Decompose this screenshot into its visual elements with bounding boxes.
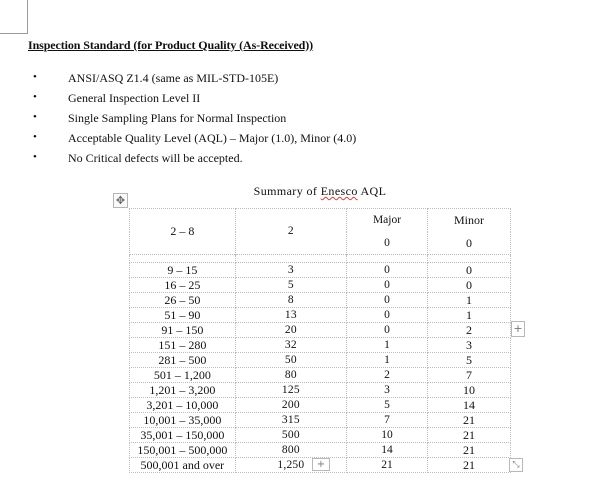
sample-size-cell[interactable]: 1,250: [235, 458, 346, 473]
minor-cell[interactable]: 1: [428, 293, 511, 308]
add-row-button[interactable]: +: [312, 458, 330, 471]
sample-size-cell[interactable]: 5: [235, 278, 346, 293]
major-cell[interactable]: 0: [347, 323, 428, 338]
caption-text-end: AQL: [357, 184, 387, 198]
lot-size-cell[interactable]: 51 – 90: [130, 308, 236, 323]
list-item-text: General Inspection Level II: [68, 91, 201, 105]
major-cell[interactable]: 10: [347, 428, 428, 443]
spacer-cell[interactable]: [235, 255, 346, 263]
header-minor-label[interactable]: Minor: [428, 209, 511, 233]
major-cell[interactable]: 21: [347, 458, 428, 473]
major-cell[interactable]: 0: [347, 263, 428, 278]
aql-table: [129, 208, 511, 473]
major-cell[interactable]: 0: [347, 278, 428, 293]
table-row: [130, 413, 511, 428]
table-row: [130, 368, 511, 383]
table-spacer-row: [130, 255, 511, 263]
table-row: [130, 263, 511, 278]
lot-size-cell[interactable]: 281 – 500: [130, 353, 236, 368]
minor-cell[interactable]: 3: [428, 338, 511, 353]
page-margin-corner: [0, 0, 28, 34]
sample-size-cell[interactable]: 8: [235, 293, 346, 308]
lot-size-cell[interactable]: 16 – 25: [130, 278, 236, 293]
lot-size-cell[interactable]: 150,001 – 500,000: [130, 443, 236, 458]
table-row: [130, 398, 511, 413]
sample-size-cell[interactable]: 315: [235, 413, 346, 428]
major-cell[interactable]: 7: [347, 413, 428, 428]
sample-size-cell[interactable]: 50: [235, 353, 346, 368]
sample-size-cell[interactable]: 13: [235, 308, 346, 323]
minor-cell[interactable]: 14: [428, 398, 511, 413]
major-cell[interactable]: 0: [347, 308, 428, 323]
sample-size-cell[interactable]: 500: [235, 428, 346, 443]
list-item-text: Acceptable Quality Level (AQL) – Major (1.0), Minor (4.0): [68, 131, 357, 145]
sample-size-cell[interactable]: 800: [235, 443, 346, 458]
margin-line-horizontal: [0, 33, 28, 34]
spacer-cell[interactable]: [130, 255, 236, 263]
caption-spellcheck-word[interactable]: Enesco: [320, 184, 358, 198]
table-resize-handle-icon[interactable]: ⤡: [509, 458, 523, 472]
minor-cell[interactable]: 21: [428, 413, 511, 428]
table-row: [130, 443, 511, 458]
margin-line-vertical: [27, 0, 28, 34]
header-lot-size[interactable]: 2 – 8: [130, 209, 236, 255]
minor-cell[interactable]: 0: [428, 263, 511, 278]
minor-cell[interactable]: 7: [428, 368, 511, 383]
header-major-value[interactable]: 0: [347, 232, 428, 255]
minor-cell[interactable]: 5: [428, 353, 511, 368]
minor-cell[interactable]: 0: [428, 278, 511, 293]
lot-size-cell[interactable]: 1,201 – 3,200: [130, 383, 236, 398]
minor-cell[interactable]: 10: [428, 383, 511, 398]
list-item-text: No Critical defects will be accepted.: [68, 151, 243, 165]
spacer-cell[interactable]: [347, 255, 428, 263]
table-move-handle-icon[interactable]: ✥: [113, 193, 128, 208]
lot-size-cell[interactable]: 500,001 and over: [130, 458, 236, 473]
table-row: [130, 278, 511, 293]
add-column-button[interactable]: +: [511, 321, 525, 337]
sample-size-cell[interactable]: 80: [235, 368, 346, 383]
header-major-label[interactable]: Major: [347, 209, 428, 233]
header-minor-value[interactable]: 0: [428, 232, 511, 255]
minor-cell[interactable]: 2: [428, 323, 511, 338]
section-heading: Inspection Standard (for Product Quality (As-Received)): [28, 38, 314, 52]
bullet-icon: •: [33, 111, 37, 123]
minor-cell[interactable]: 1: [428, 308, 511, 323]
lot-size-cell[interactable]: 10,001 – 35,000: [130, 413, 236, 428]
table-row: [130, 428, 511, 443]
minor-cell[interactable]: 21: [428, 458, 511, 473]
table-row: [130, 353, 511, 368]
table-row: [130, 338, 511, 353]
bullet-icon: •: [33, 131, 37, 143]
major-cell[interactable]: 0: [347, 293, 428, 308]
spacer-cell[interactable]: [428, 255, 511, 263]
major-cell[interactable]: 2: [347, 368, 428, 383]
lot-size-cell[interactable]: 35,001 – 150,000: [130, 428, 236, 443]
header-sample-size[interactable]: 2: [235, 209, 346, 255]
lot-size-cell[interactable]: 26 – 50: [130, 293, 236, 308]
sample-size-cell[interactable]: 20: [235, 323, 346, 338]
sample-size-cell[interactable]: 125: [235, 383, 346, 398]
minor-cell[interactable]: 21: [428, 428, 511, 443]
lot-size-cell[interactable]: 501 – 1,200: [130, 368, 236, 383]
major-cell[interactable]: 3: [347, 383, 428, 398]
major-cell[interactable]: 1: [347, 353, 428, 368]
table-row: [130, 323, 511, 338]
major-cell[interactable]: 1: [347, 338, 428, 353]
caption-text-start: Summary of: [253, 184, 321, 198]
table-caption: [130, 184, 510, 199]
major-cell[interactable]: 14: [347, 443, 428, 458]
lot-size-cell[interactable]: 151 – 280: [130, 338, 236, 353]
sample-size-cell[interactable]: 32: [235, 338, 346, 353]
sample-size-cell[interactable]: 200: [235, 398, 346, 413]
bullet-icon: •: [33, 151, 37, 163]
minor-cell[interactable]: 21: [428, 443, 511, 458]
table-header-row: [130, 209, 511, 233]
list-item-text: ANSI/ASQ Z1.4 (same as MIL-STD-105E): [68, 71, 279, 85]
lot-size-cell[interactable]: 9 – 15: [130, 263, 236, 278]
major-cell[interactable]: 5: [347, 398, 428, 413]
bullet-icon: •: [33, 71, 37, 83]
lot-size-cell[interactable]: 3,201 – 10,000: [130, 398, 236, 413]
bullet-icon: •: [33, 91, 37, 103]
table-row: [130, 383, 511, 398]
sample-size-cell[interactable]: 3: [235, 263, 346, 278]
table-row: [130, 293, 511, 308]
table-row: [130, 308, 511, 323]
list-item-text: Single Sampling Plans for Normal Inspection: [68, 111, 287, 125]
lot-size-cell[interactable]: 91 – 150: [130, 323, 236, 338]
